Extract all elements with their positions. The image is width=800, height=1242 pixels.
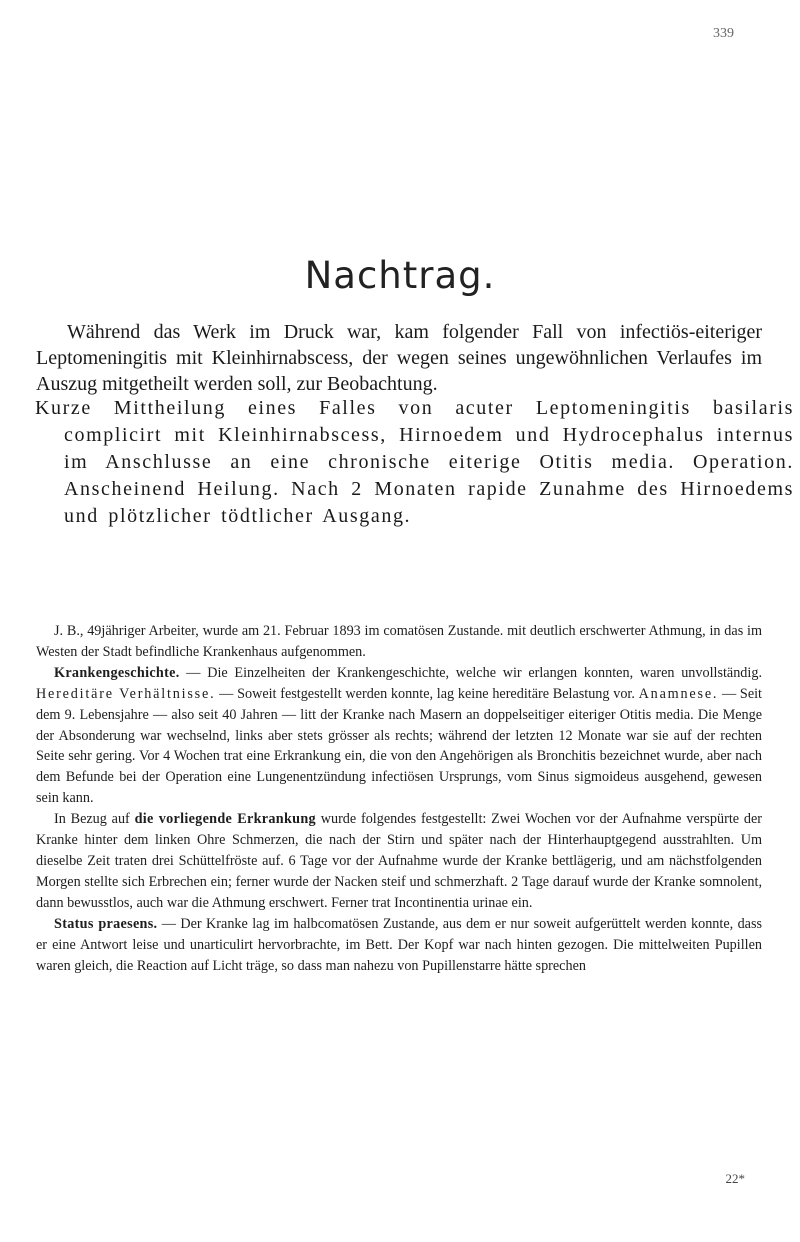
history-text-a: — Die Einzelheiten der Krankengeschichte, welche wir erlangen konnten, waren unvollständig. — [179, 664, 762, 681]
page-title: Nachtrag. — [304, 254, 496, 297]
lead-hereditaere: Hereditäre Verhältnisse. — [36, 685, 216, 702]
paragraph-current-illness — [36, 809, 762, 914]
history-text-b: — Soweit festgestellt werden konnte, lag keine hereditäre Belastung vor. — [215, 685, 639, 702]
illness-text-b: wurde folgendes festgestellt: Zwei Wochen vor der Aufnahme verspürte der Kranke hinter dem linken Ohre Schmerzen, die nach der Stirn und später nach der Hinterhauptgegend ausstrahlten. Um dieselbe Zeit traten drei Schüttelfröste auf. 6 Tage vor der Aufnahme wurde der Kranke bettlägerig, und am nächstfolgenden Morgen stellte sich Erbrechen ein; ferner wurde der Nacken steif und schmerzhaft. 2 Tage darauf wurde der Kranke somnolent, dann bewusstlos, auch war die Athmung erschwert. Ferner trat Incontinentia urinae ein. — [36, 811, 762, 911]
lead-status-praesens: Status praesens. — [54, 915, 158, 932]
paragraph-patient: J. B., 49jähriger Arbeiter, wurde am 21. Februar 1893 im comatösen Zustande. mit deutlich erschwerter Athmung, in das im Westen der Stadt befindliche Krankenhaus aufgenommen. — [36, 623, 762, 660]
page-number: 339 — [713, 26, 734, 41]
intro-paragraph: Während das Werk im Druck war, kam folgender Fall von infectiös-eiteriger Leptomeningitis mit Kleinhirnabscess, der wegen seines ungewöhnlichen Verlaufes im Auszug mitgetheilt werden soll, zur Beobachtung. — [36, 321, 762, 395]
lead-anamnese: Anamnese. — [638, 685, 719, 702]
lead-krankengeschichte: Krankengeschichte. — [54, 664, 180, 681]
case-heading: Kurze Mittheilung eines Falles von acuter Leptomeningitis basilaris complicirt mit Kleinhirnabscess, Hirnoedem und Hydrocephalus internus im Anschlusse an eine chronische eiterige Otitis media. Operation. Anscheinend Heilung. Nach 2 Monaten rapide Zunahme des Hirnoedems und plötzlicher tödtlicher Ausgang. — [35, 397, 794, 527]
lead-erkrankung: die vorliegende Erkrankung — [134, 811, 316, 828]
signature-mark: 22* — [725, 1171, 745, 1186]
paragraph-history — [36, 663, 762, 809]
body-text — [36, 621, 762, 976]
status-text: — Der Kranke lag im halbcomatösen Zustande, aus dem er nur soweit aufgerüttelt werden konnte, dass er eine Antwort leise und unarticulirt hervorbrachte, im Bett. Der Kopf war nach hinten gezogen. Die mittelweiten Pupillen waren gleich, die Reaction auf Licht träge, so dass man nahezu von Pupillenstarre hätte sprechen — [36, 915, 763, 974]
illness-text-a: In Bezug auf — [54, 811, 135, 828]
paragraph-status — [36, 914, 762, 977]
history-text-c: — Seit dem 9. Lebensjahre — also seit 40 Jahren — litt der Kranke nach Masern an doppelseitiger eiteriger Otitis media. Die Menge der Absonderung war wechselnd, links aber stets grösser als rechts; während der letzten 12 Monate war sie auf der rechten Seite sehr gering. Vor 4 Wochen trat eine Erkrankung ein, die von den Angehörigen als Bronchitis bezeichnet wurde, aber nach dem Befunde bei der Operation eine Lungenentzündung infectiösen Ursprungs, vom Sinus sigmoideus ausgehend, gewesen sein kann. — [36, 685, 763, 807]
